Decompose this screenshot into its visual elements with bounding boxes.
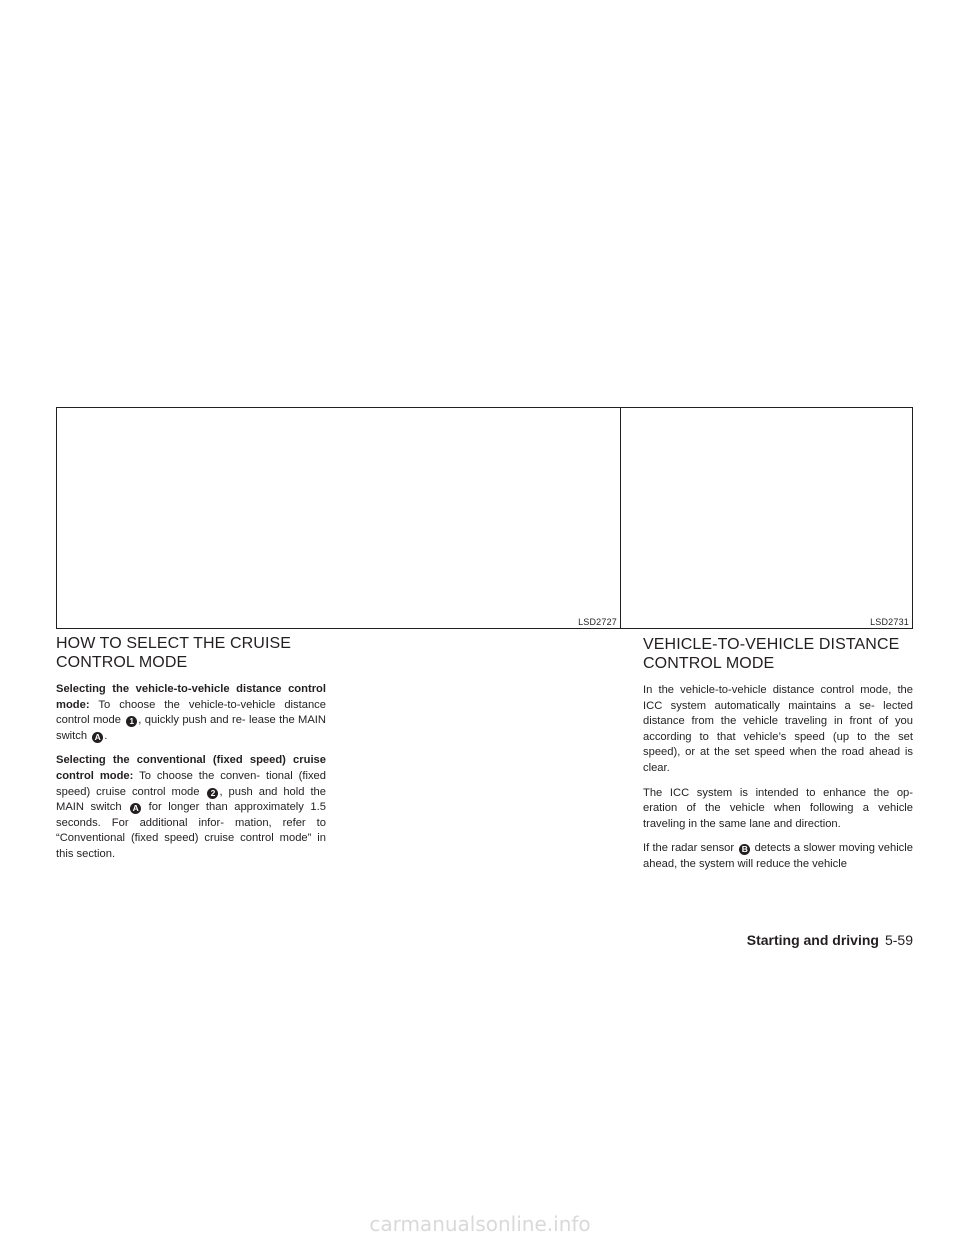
text-run: If the radar sensor (643, 842, 738, 855)
text-run: . (104, 729, 108, 742)
paragraph-icc-intended: The ICC system is intended to enhance the op- eration of the vehicle when following a vehicle traveling in the same lane and direction. (643, 786, 913, 830)
page-number: 5-59 (884, 932, 913, 948)
heading-line-2: CONTROL MODE (643, 655, 775, 672)
section-heading-distance-mode (643, 635, 913, 673)
figure-cruise-mode-selection (56, 407, 621, 629)
page-footer (747, 932, 913, 948)
run-in-heading: Selecting the vehicle-to-vehicle distance control mode: (56, 683, 326, 711)
left-column (56, 634, 326, 872)
text-run: , push and hold the MAIN switch (56, 785, 326, 814)
callout-2-icon: 2 (207, 788, 218, 799)
paragraph-conventional-mode (56, 753, 326, 862)
paragraph-radar-sensor (643, 841, 913, 872)
callout-a-icon: A (130, 803, 141, 814)
paragraph-icc-maintains-distance: In the vehicle-to-vehicle distance control mode, the ICC system automatically maintains a se- lected distance from the vehicle traveling in front of you according to that vehicle’s speed (up to the set speed), or at the set speed when the road ahead is clear. (643, 684, 913, 774)
footer-section-title: Starting and driving (746, 932, 879, 948)
heading-line-1: HOW TO SELECT THE CRUISE (56, 635, 292, 652)
figure-distance-control (620, 407, 913, 629)
text-run: for longer than approximately 1.5 seconds. For additional infor- mation, refer to “Conventional (fixed speed) cruise control mode” in this section. (56, 801, 326, 860)
callout-b-icon: B (739, 844, 750, 855)
figure-code: LSD2727 (578, 617, 617, 627)
text-run: To choose the conven- tional (fixed speed) cruise control mode (56, 769, 326, 798)
right-column (643, 635, 913, 882)
watermark: carmanualsonline.info (369, 1212, 591, 1236)
figure-code: LSD2731 (870, 617, 909, 627)
text-run: To choose the vehicle-to-vehicle distance control mode (56, 698, 326, 727)
run-in-heading: Selecting the conventional (fixed speed) cruise control mode: (56, 754, 326, 782)
heading-line-2: CONTROL MODE (56, 654, 188, 671)
section-heading-select-mode (56, 634, 326, 672)
text-run: detects a slower moving vehicle ahead, the system will reduce the vehicle (643, 842, 913, 870)
callout-1-icon: 1 (126, 716, 137, 727)
text-run: , quickly push and re- lease the MAIN switch (56, 714, 326, 742)
paragraph-distance-mode (56, 682, 326, 744)
callout-a-icon: A (92, 732, 103, 743)
heading-line-1: VEHICLE-TO-VEHICLE DISTANCE (643, 636, 900, 653)
